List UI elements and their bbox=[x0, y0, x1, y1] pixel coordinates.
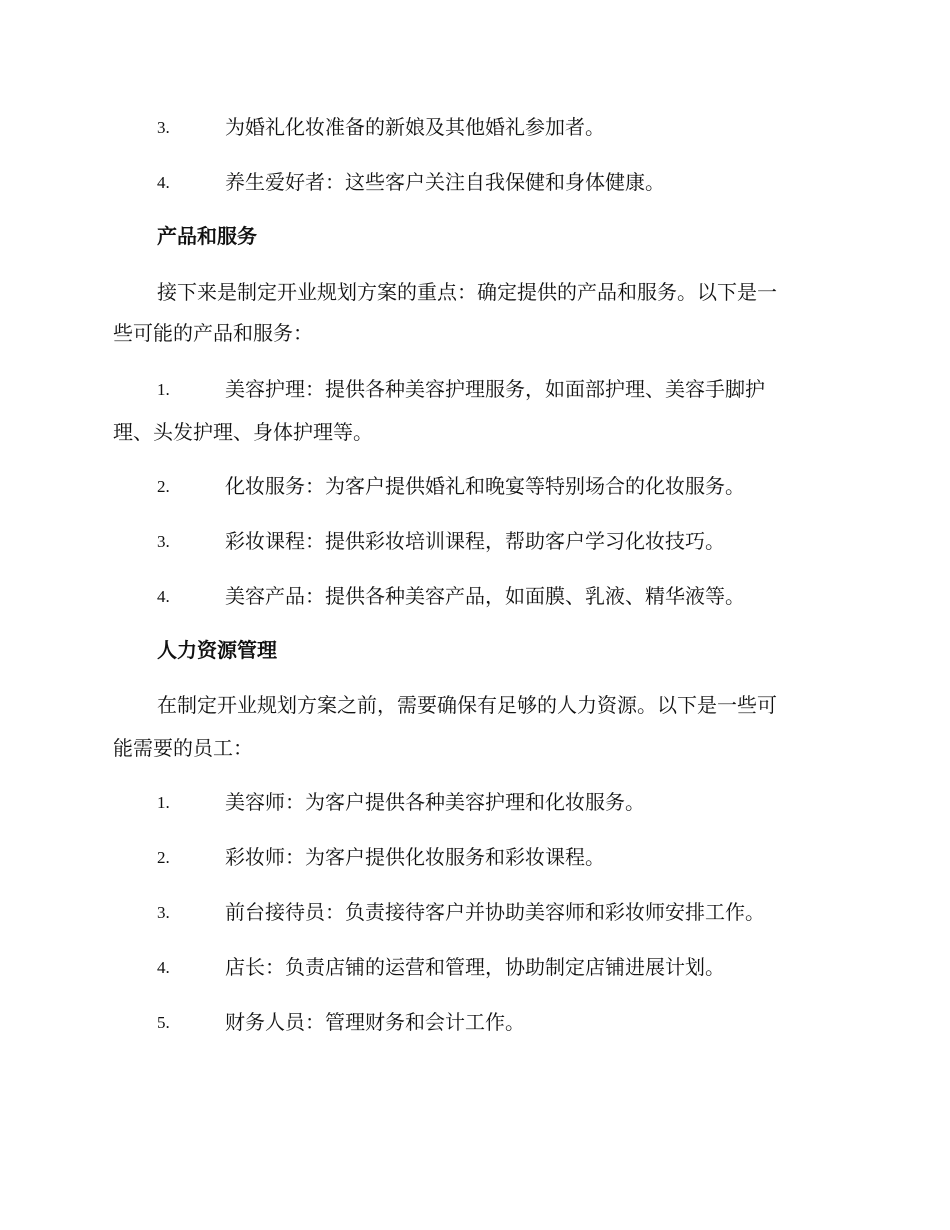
list-item-text-continuation: 理、头发护理、身体护理等。 bbox=[113, 420, 373, 444]
list-item-number: 3. bbox=[157, 903, 170, 922]
list-item-text: 养生爱好者：这些客户关注自我保健和身体健康。 bbox=[225, 170, 665, 194]
list-item-text: 店长：负责店铺的运营和管理，协助制定店铺进展计划。 bbox=[225, 955, 725, 979]
list-item-number: 3. bbox=[157, 532, 170, 551]
list-item-number: 4. bbox=[157, 173, 170, 192]
list-item-text: 美容产品：提供各种美容产品，如面膜、乳液、精华液等。 bbox=[225, 584, 745, 608]
paragraph-line: 接下来是制定开业规划方案的重点：确定提供的产品和服务。以下是一 bbox=[157, 280, 777, 304]
list-item-text: 彩妆师：为客户提供化妆服务和彩妆课程。 bbox=[225, 845, 605, 869]
list-item-number: 5. bbox=[157, 1013, 170, 1032]
list-item-text: 美容师：为客户提供各种美容护理和化妆服务。 bbox=[225, 790, 645, 814]
section-heading-products: 产品和服务 bbox=[157, 224, 257, 248]
paragraph-line: 在制定开业规划方案之前，需要确保有足够的人力资源。以下是一些可 bbox=[157, 693, 777, 717]
list-item-number: 3. bbox=[157, 118, 170, 137]
list-item-text: 彩妆课程：提供彩妆培训课程，帮助客户学习化妆技巧。 bbox=[225, 529, 725, 553]
list-item-number: 2. bbox=[157, 477, 170, 496]
list-item-text: 前台接待员：负责接待客户并协助美容师和彩妆师安排工作。 bbox=[225, 900, 765, 924]
section-heading-hr: 人力资源管理 bbox=[157, 638, 277, 662]
list-item-number: 1. bbox=[157, 380, 170, 399]
paragraph-line: 些可能的产品和服务： bbox=[113, 321, 313, 345]
list-item-text: 美容护理：提供各种美容护理服务，如面部护理、美容手脚护 bbox=[225, 377, 765, 401]
list-item-number: 4. bbox=[157, 587, 170, 606]
list-item-number: 2. bbox=[157, 848, 170, 867]
list-item-number: 4. bbox=[157, 958, 170, 977]
paragraph-line: 能需要的员工： bbox=[113, 736, 253, 760]
list-item-number: 1. bbox=[157, 793, 170, 812]
list-item-text: 为婚礼化妆准备的新娘及其他婚礼参加者。 bbox=[225, 115, 605, 139]
list-item-text: 化妆服务：为客户提供婚礼和晚宴等特别场合的化妆服务。 bbox=[225, 474, 745, 498]
list-item-text: 财务人员：管理财务和会计工作。 bbox=[225, 1010, 525, 1034]
